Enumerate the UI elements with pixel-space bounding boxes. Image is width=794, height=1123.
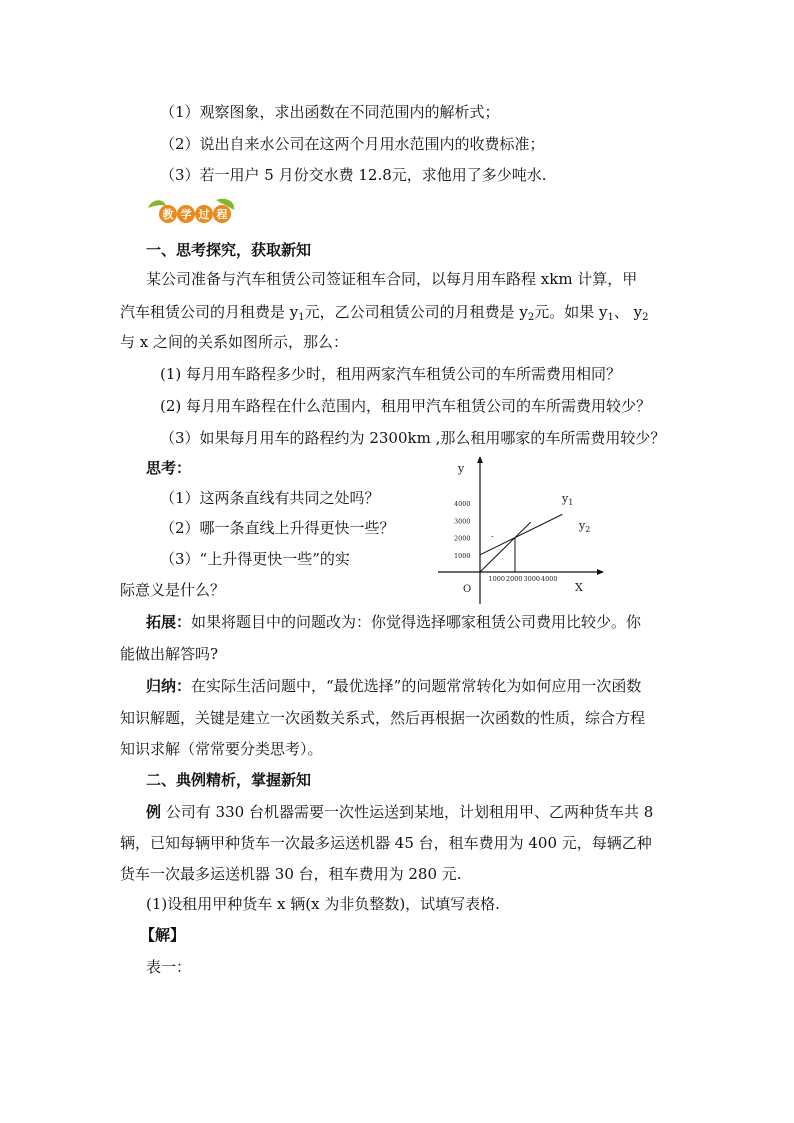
badge-char: 程 xyxy=(216,208,228,221)
x-axis-label: X xyxy=(575,581,583,594)
x-axis-arrow xyxy=(597,569,604,575)
x-tick-label: 2000 xyxy=(506,575,523,583)
badge-char: 过 xyxy=(198,208,210,221)
section1-heading: 一、思考探究，获取新知 xyxy=(146,241,312,259)
question-3: （3）若一用户 5 月份交水费 12.8元，求他用了多少吨水. xyxy=(160,166,547,184)
dash-mark: - xyxy=(491,531,494,541)
summary-line-2: 知识解题，关键是建立一次函数关系式，然后再根据一次函数的性质，综合方程 xyxy=(120,709,646,727)
y-tick-label: 3000 xyxy=(454,517,471,526)
extend-line-1: 拓展：如果将题目中的问题改为：你觉得选择哪家租赁公司费用比较少。你 xyxy=(146,613,642,631)
para-line-1: 某公司准备与汽车租赁公司签证租车合同，以每月用车路程 xkm 计算，甲 xyxy=(146,270,638,288)
rental-cost-graph xyxy=(438,452,608,607)
think-question-1: （1）这两条直线有共同之处吗？ xyxy=(160,489,380,507)
summary-line-3: 知识求解（常常要分类思考）。 xyxy=(120,740,323,758)
question-1: （1）观察图象，求出函数在不同范围内的解析式； xyxy=(160,103,500,121)
summary-line-1: 归纳：在实际生活问题中，“最优选择”的问题常常转化为如何应用一次函数 xyxy=(146,677,642,695)
origin-label: O xyxy=(463,584,472,595)
x-tick-label: 4000 xyxy=(541,575,558,583)
example-line-3: 货车一次最多运送机器 30 台，租车费用为 280 元. xyxy=(120,865,462,883)
think-question-2: （2）哪一条直线上升得更快一些？ xyxy=(160,519,395,537)
solve-label: 【解】 xyxy=(140,926,186,944)
line-y1 xyxy=(480,522,531,572)
y-axis-arrow xyxy=(477,456,483,463)
example-part-1: (1)设租用甲种货车 x 辆(x 为非负整数)，试填写表格. xyxy=(146,895,500,913)
para-line-2: 汽车租赁公司的月租费是 $y_1$元，乙公司租赁公司的月租费是 $y_2$元。如果 $y_1$、 $y_2$ xyxy=(120,303,649,323)
sub-question-2: (2) 每月用车路程在什么范围内，租用甲汽车租赁公司的车所需费用较少？ xyxy=(160,397,652,415)
question-2: （2）说出自来水公司在这两个月用水范围内的收费标准； xyxy=(160,135,545,153)
example-line-2: 辆，已知每辆甲种货车一次最多运送机器 45 台，租车费用为 400 元，每辆乙种 xyxy=(120,834,652,852)
line-y1-label: $y_1$ xyxy=(562,492,574,507)
sub-question-3: （3）如果每月用车的路程约为 2300km ,那么租用哪家的车所需费用较少？ xyxy=(160,429,666,447)
think-label: 思考： xyxy=(146,459,192,477)
x-tick-label: 3000 xyxy=(523,575,541,583)
x-tick-label: 1000 xyxy=(488,575,506,583)
think-question-3: （3）“上升得更快一些”的实 xyxy=(160,550,350,568)
badge-char: 学 xyxy=(180,208,192,221)
think-question-3-cont: 际意义是什么？ xyxy=(120,581,226,599)
example-line-1: 例 公司有 330 台机器需要一次性运送到某地，计划租用甲、乙两种货车共 8 xyxy=(146,803,654,821)
y-axis-label: y xyxy=(458,462,465,475)
y-tick-label: 1000 xyxy=(454,551,471,560)
y-tick-label: 2000 xyxy=(454,534,471,543)
teaching-process-badge xyxy=(146,196,238,228)
section2-heading: 二、典例精析，掌握新知 xyxy=(146,771,312,789)
extend-line-2: 能做出解答吗? xyxy=(120,645,219,663)
para-line-3: 与 x 之间的关系如图所示，那么： xyxy=(120,333,348,351)
line-y2-label: $y_2$ xyxy=(579,519,591,534)
y-tick-label: 4000 xyxy=(454,500,471,509)
sub-question-1: (1) 每月用车路程多少时，租用两家汽车租赁公司的车所需费用相同？ xyxy=(160,365,622,383)
table-1-label: 表一： xyxy=(146,958,192,976)
badge-char: 教 xyxy=(162,208,174,221)
